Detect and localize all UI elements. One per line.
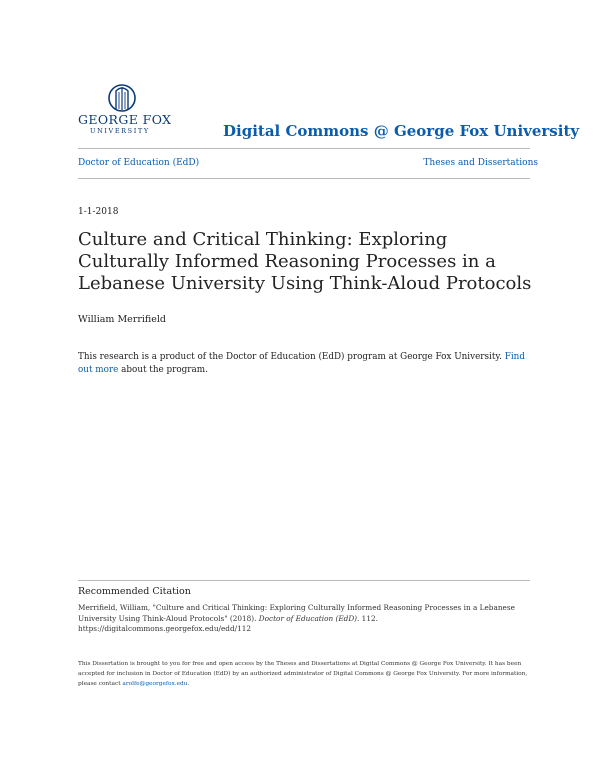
author-name: William Merrifield (78, 314, 166, 325)
citation-journal: Doctor of Education (EdD) (258, 613, 358, 623)
publication-date: 1-1-2018 (78, 207, 119, 217)
description-text: This research is a product of the Doctor of Education (EdD) program at George Fox University. (78, 352, 502, 362)
site-title-link[interactable]: Digital Commons @ George Fox University (223, 122, 580, 140)
disclaimer-end: . (187, 681, 190, 688)
citation-reference: Merrifield, William, "Culture and Critical Thinking: Exploring Culturally Informed Reasoning Processes in a Lebanese University Using Think-Aloud Protocols" (2018). (78, 603, 515, 623)
logo-wordmark: GEORGE FOX (78, 112, 172, 127)
contact-email-link[interactable]: arolfe@georgefox.edu (122, 681, 188, 688)
citation-url: https://digitalcommons.georgefox.edu/edd/112 (78, 624, 252, 633)
logo-subtitle: UNIVERSITY (90, 127, 150, 135)
disclaimer-text: This Dissertation is brought to you for free and open access by the Theses and Dissertations at Digital Commons @ George Fox University. It has been accepted for inclusion in Doctor of Education (EdD) by an authorized administrator of Digital Commons @ George Fox University. For more information, please contact (78, 661, 528, 688)
citation-divider (78, 580, 530, 581)
citation-text (78, 603, 533, 635)
program-description (78, 351, 533, 377)
citation-heading: Recommended Citation (78, 586, 191, 597)
description-suffix: about the program. (121, 365, 208, 375)
breadcrumb-divider (78, 178, 530, 179)
article-title: Culture and Critical Thinking: Exploring Culturally Informed Reasoning Processes in a Lebanese University Using Think-Aloud Protocols (78, 229, 532, 294)
find-out-more-link[interactable]: Find out more (78, 352, 525, 375)
header-divider (78, 148, 530, 149)
breadcrumb-collection-link[interactable]: Doctor of Education (EdD) (78, 158, 200, 168)
citation-number: . 112. (357, 613, 378, 623)
access-disclaimer (78, 659, 533, 690)
breadcrumb-series-link[interactable]: Theses and Dissertations (423, 158, 538, 168)
